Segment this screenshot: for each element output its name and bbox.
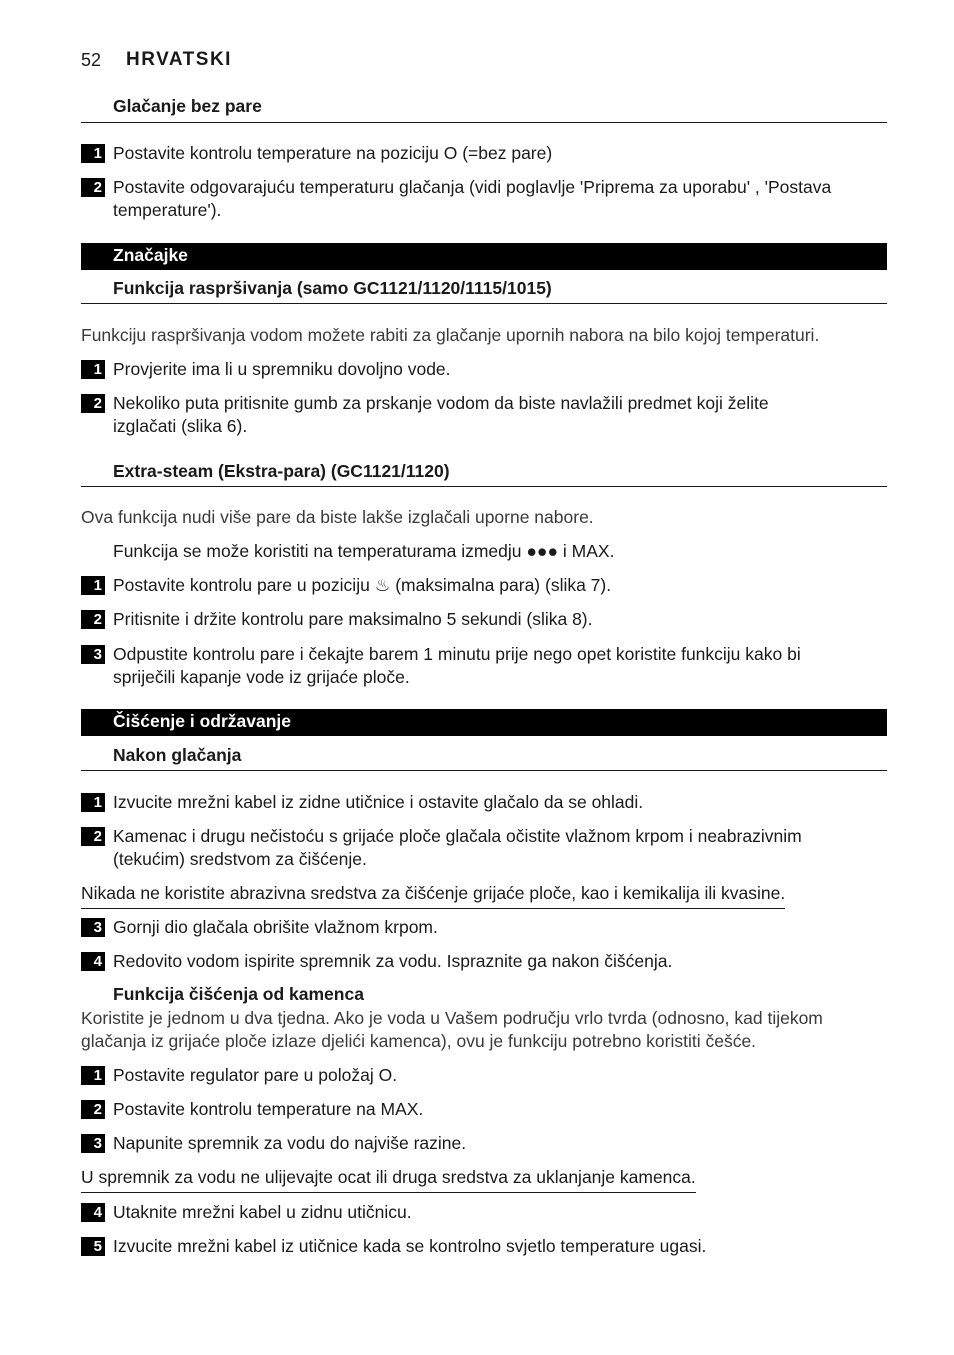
step-text: Utaknite mrežni kabel u zidnu utičnicu.	[113, 1202, 412, 1222]
step-text: Nekoliko puta pritisnite gumb za prskanje vodom da biste navlažili predmet koji želite	[113, 393, 769, 413]
step-text: Odpustite kontrolu pare i čekajte barem 1 minutu prije nego opet koristite funkciju kako bi	[113, 644, 801, 664]
step-text: Postavite odgovarajuću temperaturu glačanja (vidi poglavlje 'Priprema za uporabu' , 'Postava	[113, 177, 832, 197]
language-heading: HRVATSKI	[126, 49, 232, 70]
step-text: Pritisnite i držite kontrolu pare maksimalno 5 sekundi (slika 8).	[113, 609, 593, 629]
step-number: 4	[81, 952, 105, 971]
step-number: 3	[81, 645, 105, 664]
step-text: Redovito vodom ispirite spremnik za vodu. Ispraznite ga nakon čišćenja.	[113, 951, 673, 971]
section-title-spray: Funkcija raspršivanja (samo GC1121/1120/1115/1015)	[113, 278, 552, 298]
step-number: 1	[81, 144, 105, 163]
step-number: 2	[81, 610, 105, 629]
step-text: Izvucite mrežni kabel iz utičnice kada se kontrolno svjetlo temperature ugasi.	[113, 1236, 707, 1256]
divider	[81, 303, 887, 304]
step-number: 3	[81, 1134, 105, 1153]
section-bar-cleaning	[81, 709, 887, 736]
section-title-extra-steam: Extra-steam (Ekstra-para) (GC1121/1120)	[113, 461, 450, 481]
step-text: temperature').	[113, 200, 222, 220]
section-bar-label: Značajke	[113, 245, 188, 265]
step-number: 2	[81, 827, 105, 846]
intro-text: Ova funkcija nudi više pare da biste lakše izglačali uporne nabore.	[81, 507, 594, 527]
section-bar-features	[81, 243, 887, 270]
warning-text: U spremnik za vodu ne ulijevajte ocat ili druga sredstva za uklanjanje kamenca.	[81, 1166, 696, 1193]
step-number: 2	[81, 178, 105, 197]
intro-text: Koristite je jednom u dva tjedna. Ako je voda u Vašem području vrlo tvrda (odnosno, kad tijekom	[81, 1008, 823, 1028]
step-text: Postavite kontrolu pare u poziciju ♨ (maksimalna para) (slika 7).	[113, 575, 612, 595]
page-number: 52	[81, 50, 102, 70]
step-text: Postavite kontrolu temperature na poziciju O (=bez pare)	[113, 143, 553, 163]
step-number: 2	[81, 394, 105, 413]
section-bar-label: Čišćenje i održavanje	[113, 711, 291, 731]
step-number: 1	[81, 360, 105, 379]
step-text: Gornji dio glačala obrišite vlažnom krpom.	[113, 917, 438, 937]
step-text: spriječili kapanje vode iz grijaće ploče.	[113, 667, 410, 687]
step-number: 5	[81, 1237, 105, 1256]
section-title-descaling: Funkcija čišćenja od kamenca	[113, 984, 364, 1004]
note-text: Funkcija se može koristiti na temperaturama izmedju ●●● i MAX.	[113, 541, 615, 561]
section-title-after-ironing: Nakon glačanja	[113, 745, 242, 765]
step-text: Postavite regulator pare u položaj O.	[113, 1065, 398, 1085]
section-title-dry-ironing: Glačanje bez pare	[113, 96, 262, 116]
warning-text: Nikada ne koristite abrazivna sredstva za čišćenje grijaće ploče, kao i kemikalija ili kvasine.	[81, 882, 785, 909]
step-number: 4	[81, 1203, 105, 1222]
step-text: Postavite kontrolu temperature na MAX.	[113, 1099, 424, 1119]
intro-text: Funkciju raspršivanja vodom možete rabiti za glačanje upornih nabora na bilo kojoj temperaturi.	[81, 325, 820, 345]
divider	[81, 486, 887, 487]
step-text: Napunite spremnik za vodu do najviše razine.	[113, 1133, 467, 1153]
step-text: Izvucite mrežni kabel iz zidne utičnice i ostavite glačalo da se ohladi.	[113, 792, 644, 812]
step-text: (tekućim) sredstvom za čišćenje.	[113, 849, 367, 869]
intro-text: glačanja iz grijaće ploče izlaze djelići kamenca), ovu je funkciju potrebno koristiti češće.	[81, 1031, 757, 1051]
step-text: Provjerite ima li u spremniku dovoljno vode.	[113, 359, 451, 379]
step-number: 3	[81, 918, 105, 937]
step-number: 1	[81, 1066, 105, 1085]
step-number: 1	[81, 793, 105, 812]
divider	[81, 770, 887, 771]
step-text: Kamenac i drugu nečistoću s grijaće ploče glačala očistite vlažnom krpom i neabrazivnim	[113, 826, 802, 846]
step-number: 2	[81, 1100, 105, 1119]
step-number: 1	[81, 576, 105, 595]
divider	[81, 122, 887, 123]
step-text: izglačati (slika 6).	[113, 416, 248, 436]
